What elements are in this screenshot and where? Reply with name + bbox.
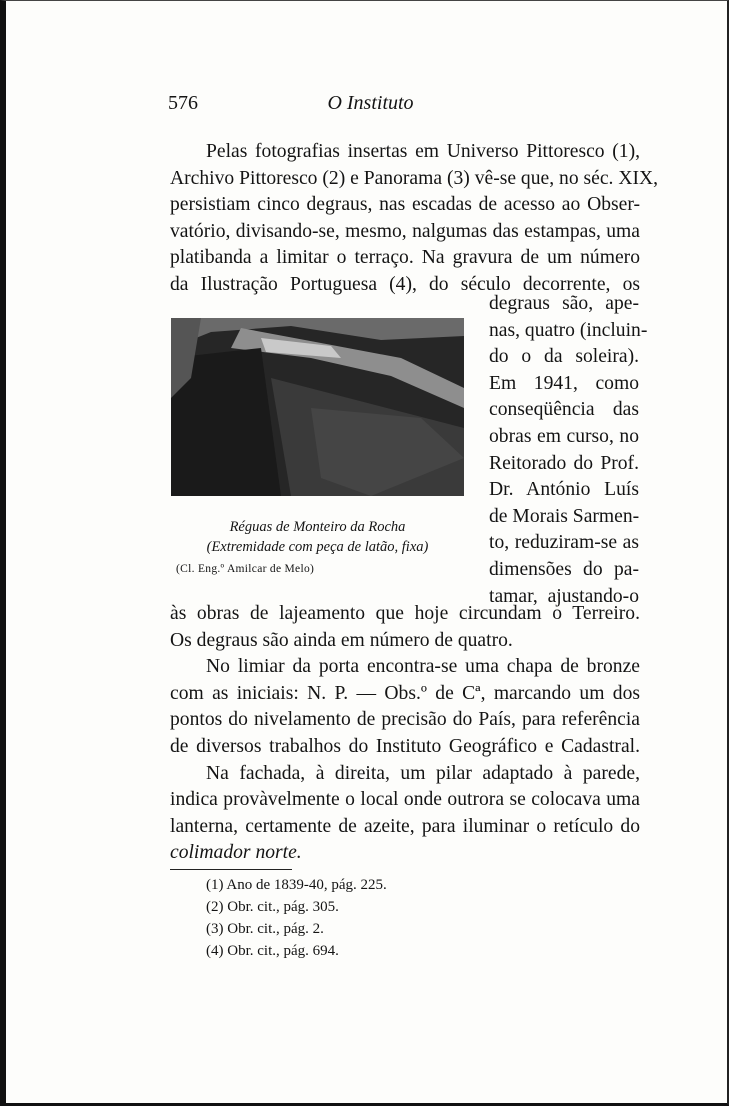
- paragraph-top: [170, 139, 659, 299]
- text-line: nas, quatro (incluin-: [489, 319, 648, 341]
- text-line: às obras de lajeamento que hoje circundam o Terreiro.: [170, 603, 640, 624]
- text-line: de Morais Sarmen-: [489, 505, 640, 527]
- text-line: do o da soleira).: [489, 346, 639, 368]
- text-line: Dr. António Luís: [489, 479, 639, 501]
- photo-credit: (Cl. Eng.º Amilcar de Melo): [176, 563, 315, 575]
- text-line: persistiam cinco degraus, nas escadas de acesso ao Obser-: [170, 194, 640, 216]
- caption-subtitle: (Extremidade com peça de latão, fixa): [206, 539, 429, 555]
- text-line: Archivo Pittoresco (2) e Panorama (3) vê-se que, no séc. XIX,: [170, 167, 659, 189]
- text-line: com as iniciais: N. P. — Obs.º de Cª, marcando um dos: [170, 682, 640, 704]
- text-line: pontos do nivelamento de precisão do País, para referência: [170, 709, 640, 731]
- text-line: conseqüência das: [489, 399, 639, 421]
- footnote: (2) Obr. cit., pág. 305.: [206, 899, 339, 915]
- text-line: to, reduziram-se as: [489, 532, 639, 554]
- running-title: O Instituto: [327, 92, 414, 114]
- text-line: de diversos trabalhos do Instituto Geográfico e Cadastral.: [170, 735, 640, 757]
- text-line: tamar, ajustando-o: [489, 585, 639, 607]
- caption-title: Réguas de Monteiro da Rocha: [229, 519, 406, 535]
- text-line: indica provàvelmente o local onde outrora se colocava uma: [170, 789, 640, 811]
- text-line: Pelas fotografias insertas em Universo Pittoresco (1),: [206, 141, 640, 162]
- text-line: dimensões do pa-: [489, 558, 639, 580]
- text-line: vatório, divisando-se, mesmo, nalgumas das estampas, uma: [170, 220, 640, 242]
- text-line: obras em curso, no: [489, 425, 639, 447]
- text-line: lanterna, certamente de azeite, para iluminar o retículo do: [170, 815, 640, 837]
- footnote: (1) Ano de 1839-40, pág. 225.: [206, 877, 387, 893]
- text-line: colimador norte.: [170, 842, 302, 864]
- text-line: degraus são, ape-: [489, 293, 639, 314]
- figure-photograph: [171, 318, 464, 496]
- paragraph-bottom: [170, 601, 640, 867]
- footnote: (3) Obr. cit., pág. 2.: [206, 921, 324, 937]
- text-line: Reitorado do Prof.: [489, 452, 639, 474]
- page-number: 576: [168, 92, 198, 114]
- text-line: Na fachada, à direita, um pilar adaptado à parede,: [206, 762, 640, 784]
- text-line: Os degraus são ainda em número de quatro.: [170, 629, 513, 651]
- figure-caption: [171, 517, 464, 557]
- text-line: Em 1941, como: [489, 372, 639, 394]
- text-line: No limiar da porta encontra-se uma chapa de bronze: [206, 656, 640, 678]
- text-line: da Ilustração Portuguesa (4), do século decorrente, os: [170, 273, 640, 295]
- text-line: platibanda a limitar o terraço. Na gravura de um número: [170, 247, 640, 269]
- footnote: (4) Obr. cit., pág. 694.: [206, 943, 339, 959]
- paragraph-right-column: [489, 291, 648, 610]
- footnote-divider: [170, 869, 292, 870]
